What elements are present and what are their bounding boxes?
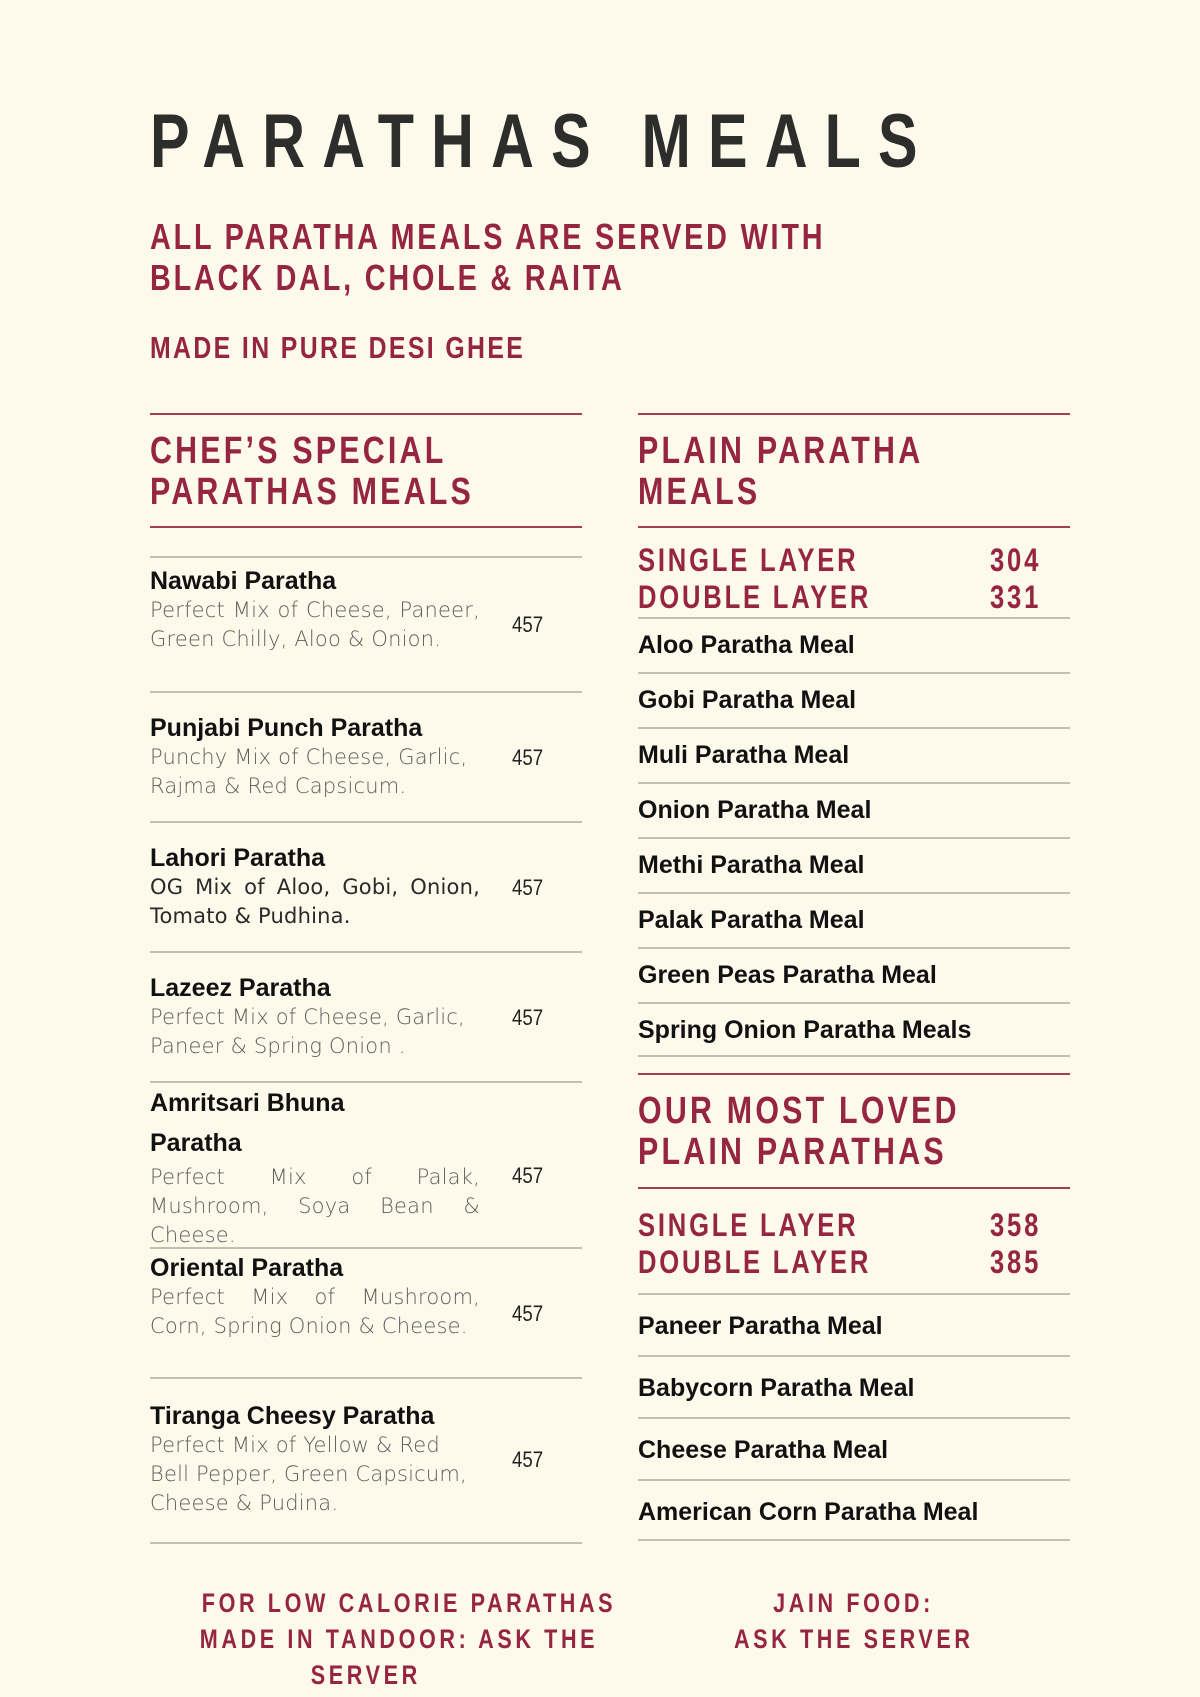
item-description: Perfect Mix of Yellow & Red Bell Pepper, Green Capsicum, Cheese & Pudina. [150, 1433, 467, 1515]
menu-item[interactable]: Palak Paratha Meal [638, 892, 1070, 947]
item-description: Perfect Mix of Mushroom, Corn, Spring Onion & Cheese. [150, 1285, 480, 1338]
item-description: Perfect Mix of Cheese, Garlic, Paneer & Spring Onion . [150, 1005, 465, 1058]
layer-price-row [638, 542, 1070, 579]
chefs-special-section [150, 413, 582, 1544]
item-description: Perfect Mix of Cheese, Paneer, Green Chilly, Aloo & Onion. [150, 598, 480, 651]
layer-label: SINGLE LAYER [638, 1207, 859, 1243]
plain-paratha-section [638, 413, 1070, 1541]
menu-item[interactable]: Green Peas Paratha Meal [638, 947, 1070, 1002]
menu-item[interactable]: Paneer Paratha Meal [638, 1293, 1070, 1355]
page-title: PARATHAS MEALS [150, 99, 935, 184]
item-price: 457 [512, 875, 544, 900]
item-name: Tiranga Cheesy Paratha [150, 1402, 435, 1430]
item-price: 457 [512, 1005, 544, 1030]
layer-price: 358 [990, 1207, 1042, 1243]
menu-item[interactable]: Cheese Paratha Meal [638, 1417, 1070, 1479]
menu-item[interactable]: American Corn Paratha Meal [638, 1479, 1070, 1541]
menu-item[interactable] [150, 953, 582, 1083]
item-name: Amritsari Bhuna Paratha [150, 1089, 345, 1157]
item-description: OG Mix of Aloo, Gobi, Onion, Tomato & Pudhina. [150, 875, 480, 928]
menu-item[interactable]: Babycorn Paratha Meal [638, 1355, 1070, 1417]
footer-line: ASK THE SERVER [734, 1624, 974, 1654]
layer-price: 331 [990, 579, 1042, 615]
section-heading [150, 415, 496, 526]
subtitle-line: ALL PARATHA MEALS ARE SERVED WITH [150, 216, 826, 257]
layer-price-row [638, 1244, 1070, 1281]
item-name: Punjabi Punch Paratha [150, 714, 423, 742]
menu-item[interactable] [150, 823, 582, 953]
section-heading [638, 1075, 984, 1187]
item-name: Lahori Paratha [150, 844, 326, 872]
section-heading [638, 415, 984, 526]
menu-item[interactable]: Spring Onion Paratha Meals [638, 1002, 1070, 1057]
desi-ghee-note: MADE IN PURE DESI GHEE [150, 330, 526, 365]
footer-line: JAIN FOOD: [773, 1588, 935, 1618]
layer-price-row [638, 1207, 1070, 1244]
menu-item[interactable]: Gobi Paratha Meal [638, 672, 1070, 727]
low-calorie-note [150, 1585, 617, 1693]
heading-line: MEALS [638, 471, 761, 513]
footer-line: MADE IN TANDOOR: ASK THE [199, 1624, 599, 1654]
layer-price-row [638, 579, 1070, 616]
layer-label: SINGLE LAYER [638, 542, 859, 578]
item-name: Lazeez Paratha [150, 974, 331, 1002]
menu-item[interactable]: Muli Paratha Meal [638, 727, 1070, 782]
menu-item[interactable] [150, 693, 582, 823]
menu-item[interactable] [150, 558, 582, 693]
menu-item[interactable]: Aloo Paratha Meal [638, 617, 1070, 672]
item-name: Oriental Paratha [150, 1254, 344, 1282]
layer-label: DOUBLE LAYER [638, 579, 872, 615]
item-price: 457 [512, 1163, 544, 1188]
spacer [150, 528, 582, 556]
menu-item[interactable] [150, 1249, 582, 1379]
menu-item[interactable] [150, 1379, 582, 1544]
item-price: 457 [512, 1301, 544, 1326]
layer-prices [638, 528, 1070, 617]
most-loved-section [638, 1073, 1070, 1541]
layer-label: DOUBLE LAYER [638, 1244, 872, 1280]
heading-line: CHEF’S SPECIAL [150, 430, 447, 472]
layer-price: 304 [990, 542, 1042, 578]
menu-item[interactable]: Onion Paratha Meal [638, 782, 1070, 837]
item-price: 457 [512, 1447, 544, 1472]
heading-line: PLAIN PARATHAS [638, 1131, 947, 1173]
heading-line: PLAIN PARATHA [638, 430, 924, 472]
layer-price: 385 [990, 1244, 1042, 1280]
footer-line: SERVER [310, 1660, 422, 1690]
spacer [638, 1057, 1070, 1073]
item-name: Nawabi Paratha [150, 567, 337, 595]
jain-food-note [638, 1585, 1070, 1657]
item-description: Perfect Mix of Palak, Mushroom, Soya Bean & Cheese. [150, 1165, 480, 1247]
menu-item[interactable] [150, 1083, 582, 1249]
footer-line: FOR LOW CALORIE PARATHAS [201, 1588, 617, 1618]
item-description: Punchy Mix of Cheese, Garlic, Rajma & Red Capsicum. [150, 745, 468, 798]
subtitle-line: BLACK DAL, CHOLE & RAITA [150, 257, 625, 298]
layer-prices [638, 1189, 1070, 1293]
item-price: 457 [512, 745, 544, 770]
heading-line: OUR MOST LOVED [638, 1090, 960, 1132]
menu-item[interactable]: Methi Paratha Meal [638, 837, 1070, 892]
item-price: 457 [512, 612, 544, 637]
meal-accompaniments-note [150, 216, 825, 298]
heading-line: PARATHAS MEALS [150, 471, 475, 513]
